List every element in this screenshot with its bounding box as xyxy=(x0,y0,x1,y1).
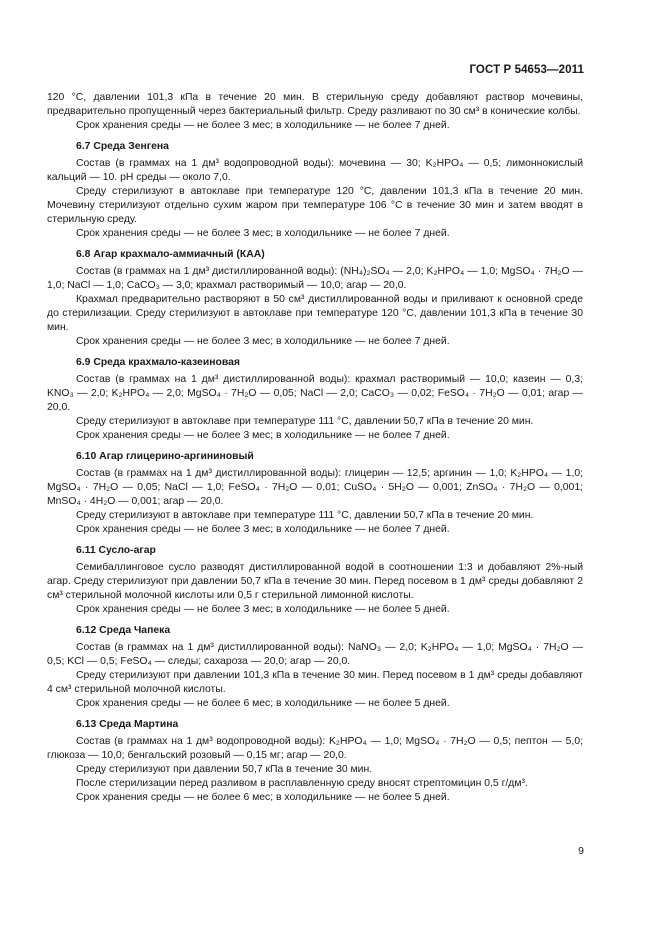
storage-note: Срок хранения среды — не более 3 мес; в холодильнике — не более 7 дней. xyxy=(76,430,450,441)
section-title-6-12: 6.12 Среда Чапека xyxy=(76,625,171,636)
sterilization-paragraph: Крахмал предварительно растворяют в 50 см³ дистиллированной воды и приливают к основной среде до стерилизации. Среду стерилизуют в автоклаве при температуре 120 °C, давлении 101,3 кПа в течение 30 мин. xyxy=(47,294,583,333)
composition-paragraph: Семибаллинговое сусло разводят дистиллированной водой в соотношении 1:3 и добавляют 2%-ный агар. Среду стерилизуют при давлении 50,7 кПа в течение 30 мин. Перед посевом в 1 дм³ среды добавляют 2 см³ стерильной молочной кислоты или 0,5 г стерильной лимонной кислоты. xyxy=(47,562,583,601)
page-body xyxy=(47,91,583,805)
composition-paragraph: Состав (в граммах на 1 дм³ водопроводной воды): K₂HPO₄ — 1,0; MgSO₄ · 7H₂O — 0,5; пептон — 5,0; глюкоза — 10,0; бенгальский розовый — 0,15 мг; агар — 20,0. xyxy=(47,736,583,761)
storage-note: Срок хранения среды — не более 3 мес; в холодильнике — не более 7 дней. xyxy=(76,336,450,347)
storage-note: Срок хранения среды — не более 6 мес; в холодильнике — не более 5 дней. xyxy=(76,792,450,803)
section-title-6-8: 6.8 Агар крахмало-аммиачный (КАА) xyxy=(76,249,265,260)
sterilization-paragraph: Среду стерилизуют в автоклаве при температуре 111 °C, давлении 50,7 кПа в течение 20 мин. xyxy=(76,416,534,427)
composition-paragraph: Состав (в граммах на 1 дм³ дистиллированной воды): (NH₄)₂SO₄ — 2,0; K₂HPO₄ — 1,0; MgSO₄ · 7H₂O — 1,0; NaCl — 1,0; CaCO₃ — 3,0; крахмал растворимый — 10,0; агар — 20,0. xyxy=(47,266,583,291)
page-number: 9 xyxy=(578,845,584,857)
intro-paragraph: 120 °C, давлении 101,3 кПа в течение 20 мин. В стерильную среду добавляют раствор мочевины, предварительно пропущенный через бактериальный фильтр. Среду разливают по 30 см³ в конические колбы. xyxy=(47,92,583,117)
sterilization-paragraph: Среду стерилизуют в автоклаве при температуре 120 °C, давлении 101,3 кПа в течение 20 мин. Мочевину стерилизуют отдельно сухим жаром при температуре 106 °C в течение 30 мин и затем вводят в стерильную среду. xyxy=(47,186,583,225)
section-title-6-13: 6.13 Среда Мартина xyxy=(76,719,179,730)
section-title-6-9: 6.9 Среда крахмало-казеиновая xyxy=(76,357,240,368)
section-title-6-10: 6.10 Агар глицерино-аргининовый xyxy=(76,451,254,462)
storage-note: Срок хранения среды — не более 3 мес; в холодильнике — не более 7 дней. xyxy=(76,120,450,131)
sterilization-paragraph: Среду стерилизуют при давлении 101,3 кПа в течение 30 мин. Перед посевом в 1 дм³ среды добавляют 4 см³ стерильной молочной кислоты. xyxy=(47,670,583,695)
storage-note: Срок хранения среды — не более 3 мес; в холодильнике — не более 7 дней. xyxy=(76,228,450,239)
storage-note: Срок хранения среды — не более 6 мес; в холодильнике — не более 5 дней. xyxy=(76,698,450,709)
sterilization-paragraph: Среду стерилизуют в автоклаве при температуре 111 °C, давлении 50,7 кПа в течение 20 мин. xyxy=(76,510,534,521)
document-code: ГОСТ Р 54653—2011 xyxy=(469,64,584,76)
section-title-6-11: 6.11 Сусло-агар xyxy=(76,545,156,556)
antibiotic-paragraph: После стерилизации перед разливом в расплавленную среду вносят стрептомицин 0,5 г/дм³. xyxy=(76,778,528,789)
composition-paragraph: Состав (в граммах на 1 дм³ водопроводной воды): мочевина — 30; K₂HPO₄ — 0,5; лимоннокислый кальций — 10. pH среды — около 7,0. xyxy=(47,158,583,183)
composition-paragraph: Состав (в граммах на 1 дм³ дистиллированной воды): NaNO₃ — 2,0; K₂HPO₄ — 1,0; MgSO₄ · 7H₂O — 0,5; KCl — 0,5; FeSO₄ — следы; сахароза — 20,0; агар — 20,0. xyxy=(47,642,583,667)
storage-note: Срок хранения среды — не более 3 мес; в холодильнике — не более 5 дней. xyxy=(76,604,450,615)
composition-paragraph: Состав (в граммах на 1 дм³ дистиллированной воды): крахмал растворимый — 10,0; казеин — 0,3; KNO₃ — 2,0; K₂HPO₄ — 2,0; MgSO₄ · 7H₂O — 0,05; NaCl — 2,0; CaCO₃ — 0,02; FeSO₄ · 7H₂O — 0,01; агар — 20,0. xyxy=(47,374,583,413)
composition-paragraph: Состав (в граммах на 1 дм³ дистиллированной воды): глицерин — 12,5; аргинин — 1,0; K₂HPO₄ — 1,0; MgSO₄ · 7H₂O — 0,05; NaCl — 1,0; FeSO₄ · 7H₂O — 0,01; CuSO₄ · 5H₂O — 0,001; ZnSO₄ · 7H₂O — 0,001; MnSO₄ · 4H₂O — 0,001; агар — 20,0. xyxy=(47,468,583,507)
storage-note: Срок хранения среды — не более 3 мес; в холодильнике — не более 7 дней. xyxy=(76,524,450,535)
section-title-6-7: 6.7 Среда Зенгена xyxy=(76,141,169,152)
sterilization-paragraph: Среду стерилизуют при давлении 50,7 кПа в течение 30 мин. xyxy=(76,764,373,775)
